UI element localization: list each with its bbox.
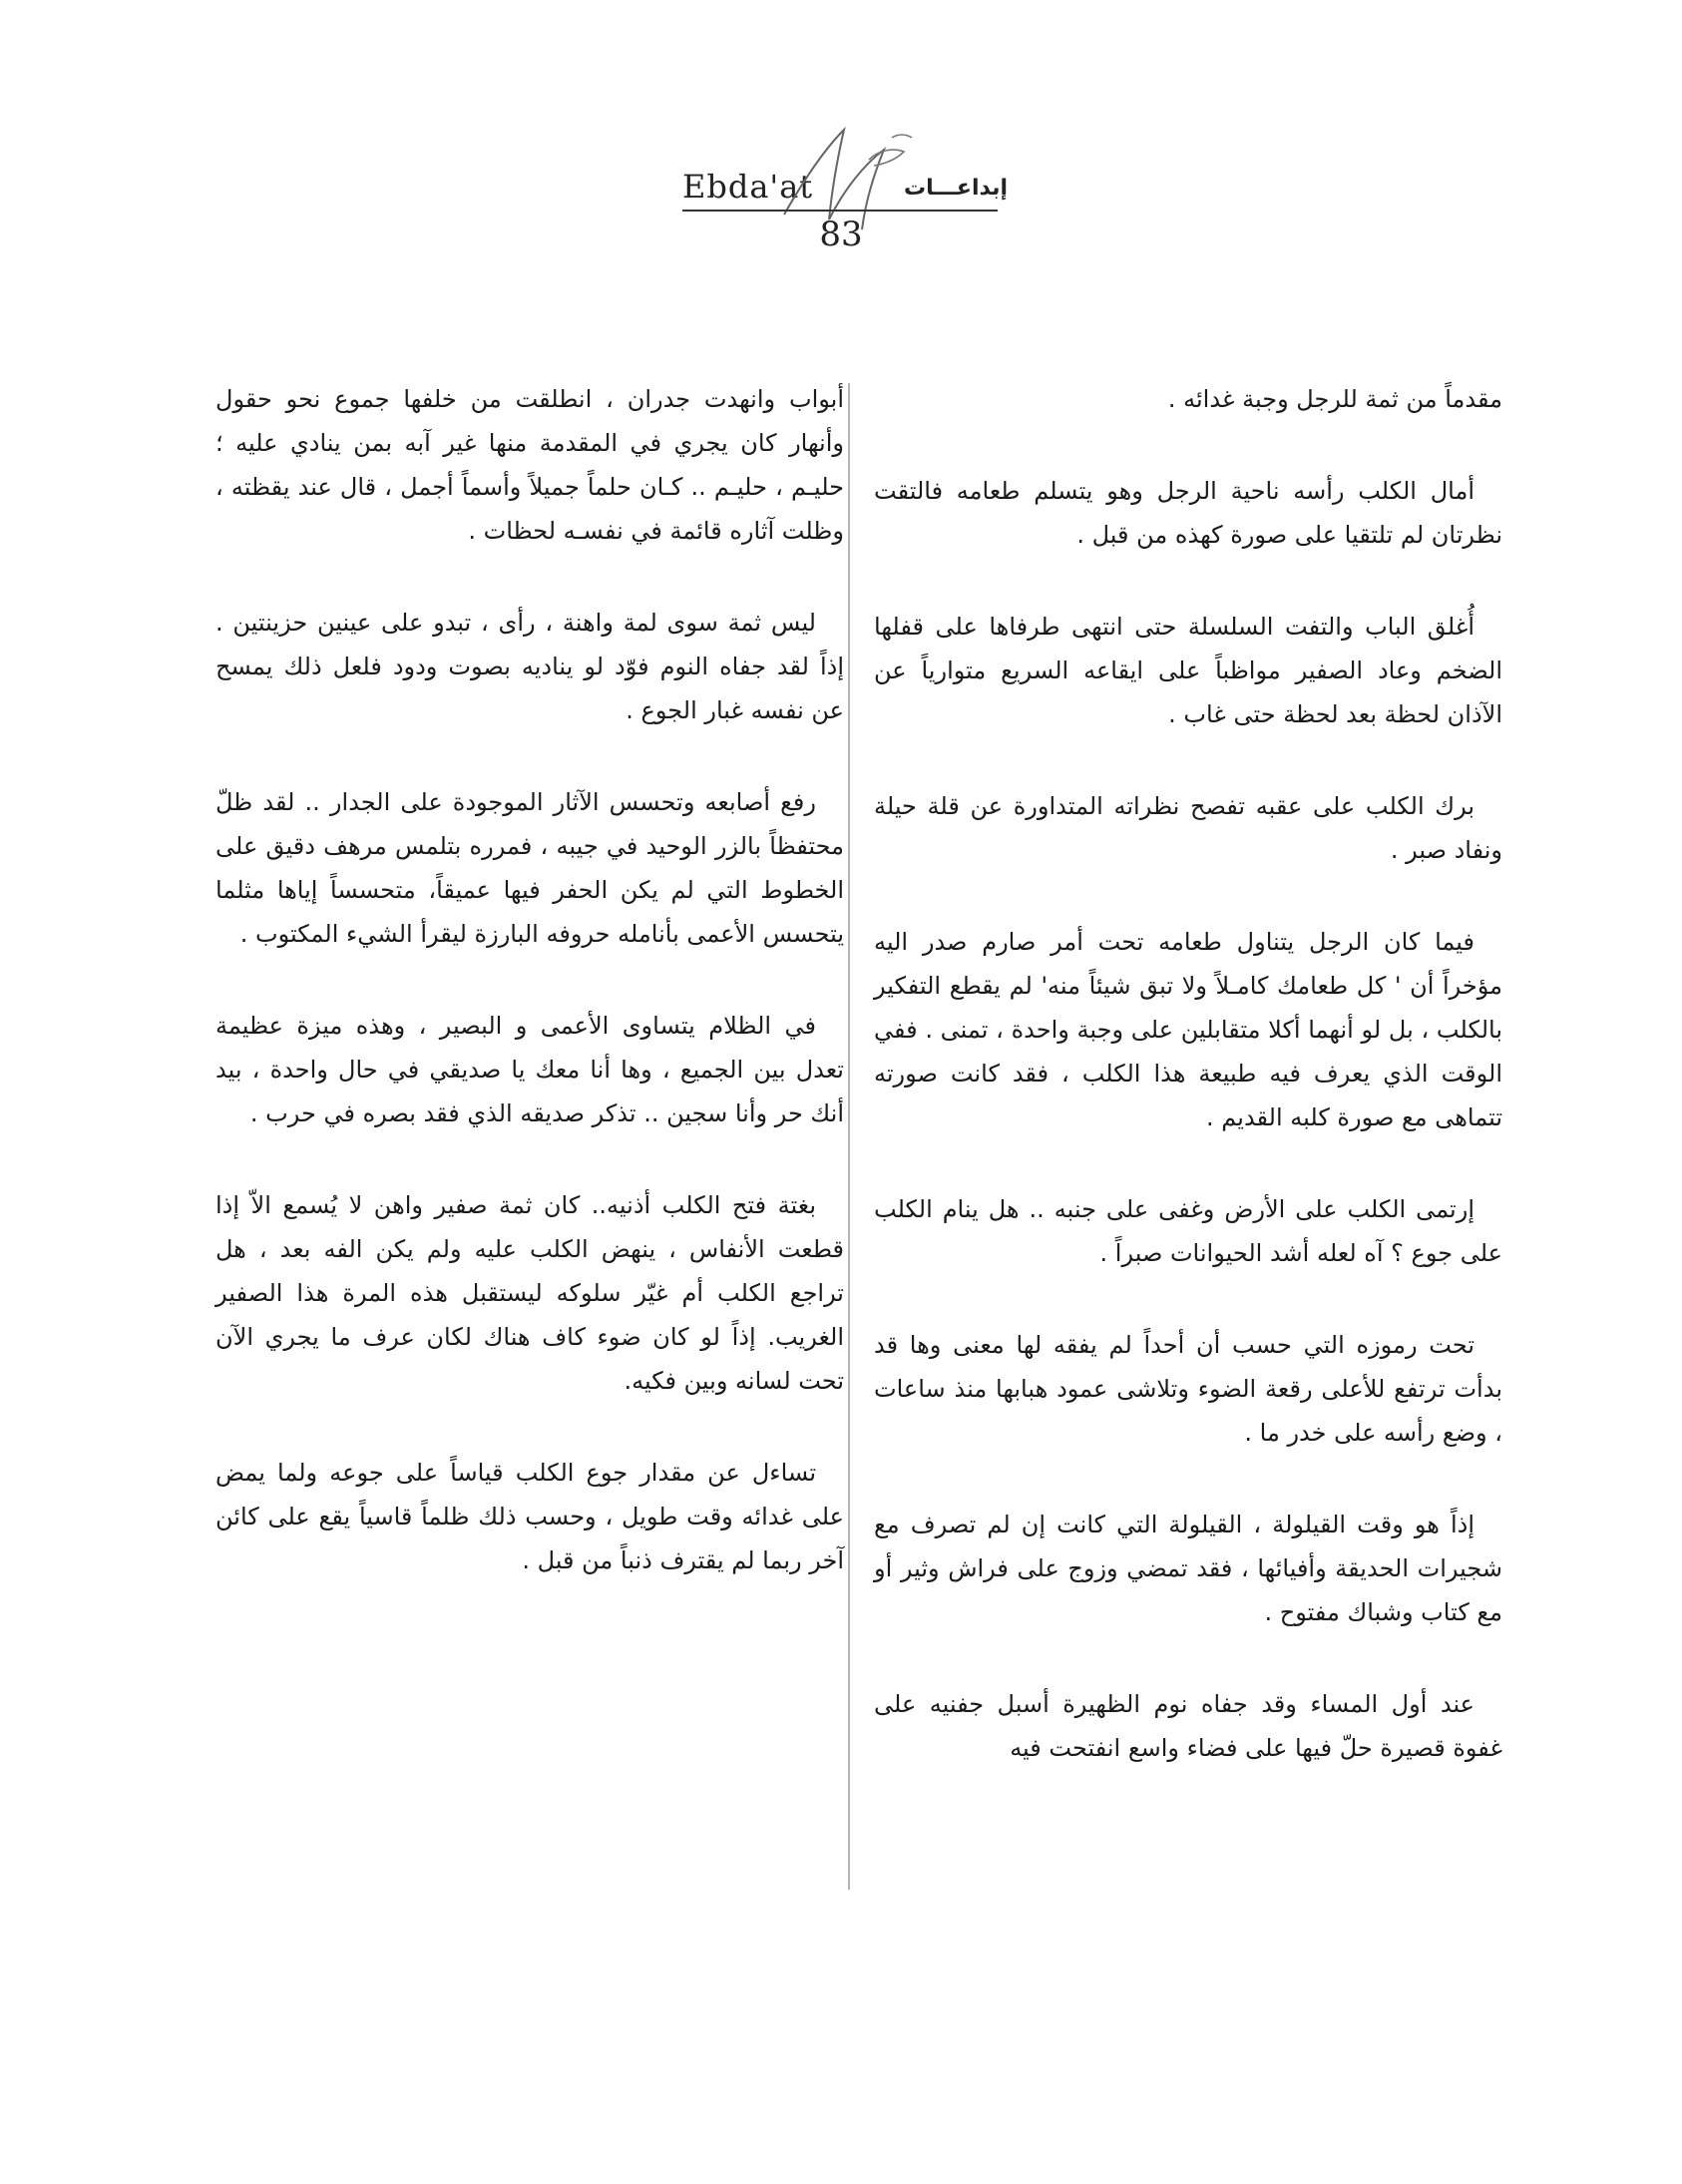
paragraph: في الظلام يتساوى الأعمى و البصير ، وهذه ميزة عظيمة تعدل بين الجميع ، وها أنا معك يا صديقي في حال واحدة ، بيد أنك حر وأنا سجين .. تذكر صديقه الذي فقد بصره في حرب . [215,1012,844,1127]
paragraph: مقدماً من ثمة للرجل وجبة غدائه . [1167,385,1502,413]
masthead [0,120,1682,259]
brand-latin-title: Ebda'at [682,168,814,206]
right-text-column [874,377,1502,1818]
paragraph: بغتة فتح الكلب أذنيه.. كان ثمة صفير واهن لا يُسمع الاّ إذا قطعت الأنفاس ، ينهض الكلب عليه ولم يكن الفه بعد ، هل تراجع الكلب أم غيّر سلوكه ليستقبل هذه المرة هذا الصفير الغريب. إذاً لو كان ضوء كاف هناك لكان عرف ما يجري الآن تحت لسانه وبين فكيه. [215,1191,844,1395]
paragraph: تساءل عن مقدار جوع الكلب قياساً على جوعه ولما يمض على غدائه وقت طويل ، وحسب ذلك ظلماً قاسياً يقع على كائن آخر ربما لم يقترف ذنباً من قبل . [215,1459,844,1574]
paragraph: ليس ثمة سوى لمة واهنة ، رأى ، تبدو على عينين حزينتين . إذاً لقد جفاه النوم فوّد لو يناديه بصوت ودود فلعل ذلك يمسح عن نفسه غبار الجوع . [215,609,844,724]
paragraph: تحت رموزه التي حسب أن أحداً لم يفقه لها معنى وها قد بدأت ترتفع للأعلى رقعة الضوء وتلاشى عمود هبابها منذ ساعات ، وضع رأسه على خدر ما . [874,1331,1502,1447]
column-divider [848,383,850,1890]
paragraph: عند أول المساء وقد جفاه نوم الظهيرة أسبل جفنيه على غفوة قصيرة حلّ فيها على فضاء واسع انفتحت فيه [874,1690,1502,1762]
paragraph: برك الكلب على عقبه تفصح نظراته المتداورة عن قلة حيلة ونفاد صبر . [874,792,1502,864]
paragraph: أبواب وانهدت جدران ، انطلقت من خلفها جموع نحو حقول وأنهار كان يجري في المقدمة منها غير آبه بمن ينادي عليه ؛ حليـم ، حليـم .. كـان حلماً جميلاً وأسماً أجمل ، قال عند يقظته ، وظلت آثاره قائمة في نفسـه لحظات . [215,385,844,545]
page-number: 83 [819,215,863,254]
header-rule [682,210,998,212]
paragraph: رفع أصابعه وتحسس الآثار الموجودة على الجدار .. لقد ظلّ محتفظاً بالزر الوحيد في جيبه ، فمرره بتلمس مرهف دقيق على الخطوط التي لم يكن الحفر فيها عميقاً، متحسساً إياها مثلما يتحسس الأعمى بأنامله حروفه البارزة ليقرأ الشيء المكتوب . [215,788,844,948]
paragraph: إرتمى الكلب على الأرض وغفى على جنبه .. هل ينام الكلب على جوع ؟ آه لعله أشد الحيوانات صبراً . [874,1195,1502,1267]
paragraph: أُغلق الباب والتفت السلسلة حتى انتهى طرفاها على قفلها الضخم وعاد الصفير مواظباً على ايقاعه السريع متوارياً عن الآذان لحظة بعد لحظة حتى غاب . [874,613,1502,728]
left-text-column [215,377,844,1630]
paragraph: إذاً هو وقت القيلولة ، القيلولة التي كانت إن لم تصرف مع شجيرات الحديقة وأفيائها ، فقد تمضي وزوج على فراش وثير أو مع كتاب وشباك مفتوح . [874,1511,1502,1626]
brand-arabic-title: إبداعـــات [904,176,1009,201]
paragraph: أمال الكلب رأسه ناحية الرجل وهو يتسلم طعامه فالتقت نظرتان لم تلتقيا على صورة كهذه من قبل . [874,477,1502,549]
paragraph: فيما كان الرجل يتناول طعامه تحت أمر صارم صدر اليه مؤخراً أن ' كل طعامك كامـلاً ولا تبق شيئاً منه' لم يقطع التفكير بالكلب ، بل لو أنهما أكلا متقابلين على وجبة واحدة ، تمنى . ففي الوقت الذي يعرف فيه طبيعة هذا الكلب ، فقد كانت صورته تتماهى مع صورة كلبه القديم . [874,928,1502,1131]
